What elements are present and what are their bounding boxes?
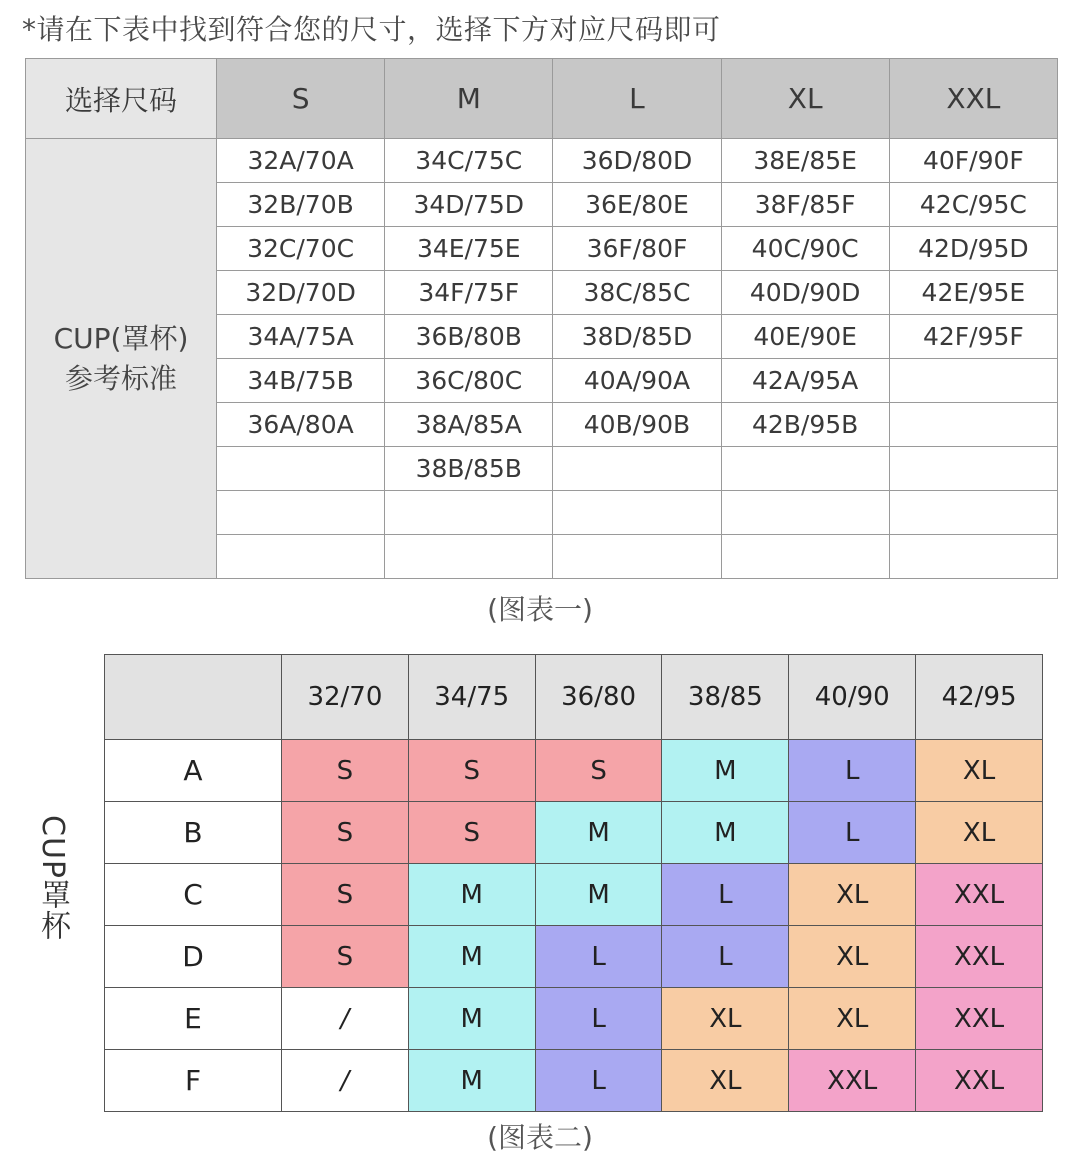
size-result-cell: S: [282, 802, 409, 864]
size-cell: 32B/70B: [217, 183, 385, 227]
table2-caption: (图表二): [487, 1121, 593, 1154]
size-result-cell: XXL: [916, 988, 1043, 1050]
size-cell: 36A/80A: [217, 403, 385, 447]
instruction-note: *请在下表中找到符合您的尺寸，选择下方对应尺码即可: [22, 13, 721, 46]
size-cell: [721, 447, 889, 491]
size-result-cell: M: [535, 864, 662, 926]
cup-row-label: F: [105, 1050, 282, 1112]
size-result-cell: M: [408, 926, 535, 988]
band-header: 32/70: [282, 655, 409, 740]
select-size-label: 选择尺码: [26, 59, 217, 139]
size-cell: 36E/80E: [553, 183, 721, 227]
size-cell: [217, 491, 385, 535]
cup-row-label: A: [105, 740, 282, 802]
size-result-cell: M: [408, 988, 535, 1050]
size-cell: 42B/95B: [721, 403, 889, 447]
size-result-cell: L: [535, 926, 662, 988]
size-result-cell: L: [789, 802, 916, 864]
size-result-cell: L: [535, 988, 662, 1050]
size-cell: 42F/95F: [889, 315, 1057, 359]
size-result-cell: /: [282, 1050, 409, 1112]
size-result-cell: M: [535, 802, 662, 864]
size-cell: [553, 447, 721, 491]
size-cell: 34F/75F: [385, 271, 553, 315]
size-result-cell: L: [662, 926, 789, 988]
cup-label-line1: CUP(罩杯): [53, 321, 189, 355]
size-cell: 38E/85E: [721, 139, 889, 183]
cup-side-label: CUP罩杯: [35, 815, 70, 941]
size-cell: 38B/85B: [385, 447, 553, 491]
size-header-l: L: [553, 59, 721, 139]
size-cell: 38F/85F: [721, 183, 889, 227]
size-result-cell: /: [282, 988, 409, 1050]
size-result-cell: S: [408, 802, 535, 864]
size-cell: 34D/75D: [385, 183, 553, 227]
size-cell: 38C/85C: [553, 271, 721, 315]
size-row: [26, 139, 1058, 183]
size-cell: [889, 359, 1057, 403]
size-cell: [889, 403, 1057, 447]
size-cell: 38A/85A: [385, 403, 553, 447]
size-result-cell: XL: [662, 988, 789, 1050]
size-cell: 34E/75E: [385, 227, 553, 271]
size-result-cell: XL: [916, 802, 1043, 864]
size-reference-body: [26, 139, 1058, 579]
size-cell: 36F/80F: [553, 227, 721, 271]
size-header-row: [26, 59, 1058, 139]
size-cell: [385, 491, 553, 535]
band-header: 34/75: [408, 655, 535, 740]
size-cell: 40E/90E: [721, 315, 889, 359]
size-cell: [385, 535, 553, 579]
band-header-row: [105, 655, 1043, 740]
band-header: 42/95: [916, 655, 1043, 740]
size-cell: 38D/85D: [553, 315, 721, 359]
size-result-cell: M: [662, 740, 789, 802]
size-result-cell: XL: [789, 988, 916, 1050]
size-result-cell: S: [282, 740, 409, 802]
size-result-cell: S: [282, 864, 409, 926]
size-header-m: M: [385, 59, 553, 139]
size-header-xl: XL: [721, 59, 889, 139]
cup-row: [105, 802, 1043, 864]
size-cell: 34A/75A: [217, 315, 385, 359]
size-cell: 32C/70C: [217, 227, 385, 271]
cup-row: [105, 988, 1043, 1050]
cup-band-body: [105, 740, 1043, 1112]
size-reference-table: [25, 58, 1058, 579]
size-cell: 40C/90C: [721, 227, 889, 271]
size-result-cell: M: [662, 802, 789, 864]
size-result-cell: L: [789, 740, 916, 802]
size-cell: [721, 535, 889, 579]
size-cell: [889, 535, 1057, 579]
size-cell: 42A/95A: [721, 359, 889, 403]
size-result-cell: XL: [789, 926, 916, 988]
size-cell: 32D/70D: [217, 271, 385, 315]
size-cell: [217, 535, 385, 579]
size-cell: [217, 447, 385, 491]
size-header-s: S: [217, 59, 385, 139]
size-cell: 36D/80D: [553, 139, 721, 183]
size-cell: 40F/90F: [889, 139, 1057, 183]
size-cell: [553, 535, 721, 579]
size-cell: 42E/95E: [889, 271, 1057, 315]
size-cell: 40D/90D: [721, 271, 889, 315]
cup-row-label: C: [105, 864, 282, 926]
size-cell: 34C/75C: [385, 139, 553, 183]
matrix-corner: [105, 655, 282, 740]
size-result-cell: XXL: [789, 1050, 916, 1112]
size-result-cell: L: [535, 1050, 662, 1112]
size-header-xxl: XXL: [889, 59, 1057, 139]
band-header: 38/85: [662, 655, 789, 740]
size-cell: 40A/90A: [553, 359, 721, 403]
band-header: 40/90: [789, 655, 916, 740]
size-cell: [889, 447, 1057, 491]
size-cell: 36C/80C: [385, 359, 553, 403]
cup-row-label: D: [105, 926, 282, 988]
cup-row-label: B: [105, 802, 282, 864]
size-result-cell: S: [535, 740, 662, 802]
band-header: 36/80: [535, 655, 662, 740]
size-cell: [889, 491, 1057, 535]
size-cell: 36B/80B: [385, 315, 553, 359]
size-cell: [553, 491, 721, 535]
table1-caption: (图表一): [487, 593, 593, 626]
cup-row: [105, 926, 1043, 988]
size-result-cell: S: [282, 926, 409, 988]
size-result-cell: M: [408, 1050, 535, 1112]
size-cell: 40B/90B: [553, 403, 721, 447]
size-result-cell: XXL: [916, 1050, 1043, 1112]
size-result-cell: L: [662, 864, 789, 926]
cup-row: [105, 740, 1043, 802]
size-result-cell: S: [408, 740, 535, 802]
size-cell: [721, 491, 889, 535]
cup-row: [105, 864, 1043, 926]
size-cell: 34B/75B: [217, 359, 385, 403]
size-result-cell: XXL: [916, 864, 1043, 926]
size-result-cell: XL: [916, 740, 1043, 802]
size-result-cell: XL: [662, 1050, 789, 1112]
cup-row: [105, 1050, 1043, 1112]
size-result-cell: XXL: [916, 926, 1043, 988]
cup-label-line2: 参考标准: [64, 361, 177, 395]
size-result-cell: XL: [789, 864, 916, 926]
size-cell: 42D/95D: [889, 227, 1057, 271]
size-cell: 42C/95C: [889, 183, 1057, 227]
size-result-cell: M: [408, 864, 535, 926]
size-cell: 32A/70A: [217, 139, 385, 183]
cup-band-matrix: [104, 654, 1043, 1112]
cup-row-label: E: [105, 988, 282, 1050]
cup-reference-label: [26, 139, 217, 579]
